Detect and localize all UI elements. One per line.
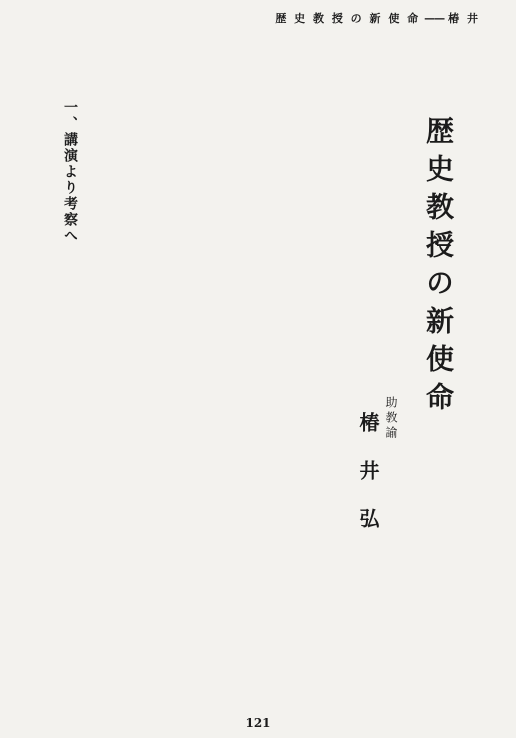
article-title: 歴史教授の新使命: [422, 116, 455, 420]
section-heading: 一、講演より考察へ: [62, 100, 78, 244]
running-head-separator: ——: [424, 12, 445, 25]
running-head-left: 歴 史 教 授 の 新 使 命: [275, 12, 421, 25]
page-number: 121: [245, 716, 271, 730]
running-head: [275, 10, 480, 26]
running-head-right: 椿 井: [448, 12, 480, 25]
author-role: 助教諭: [384, 396, 398, 441]
author-block: [354, 396, 400, 556]
author-name: 椿井弘: [356, 412, 380, 556]
